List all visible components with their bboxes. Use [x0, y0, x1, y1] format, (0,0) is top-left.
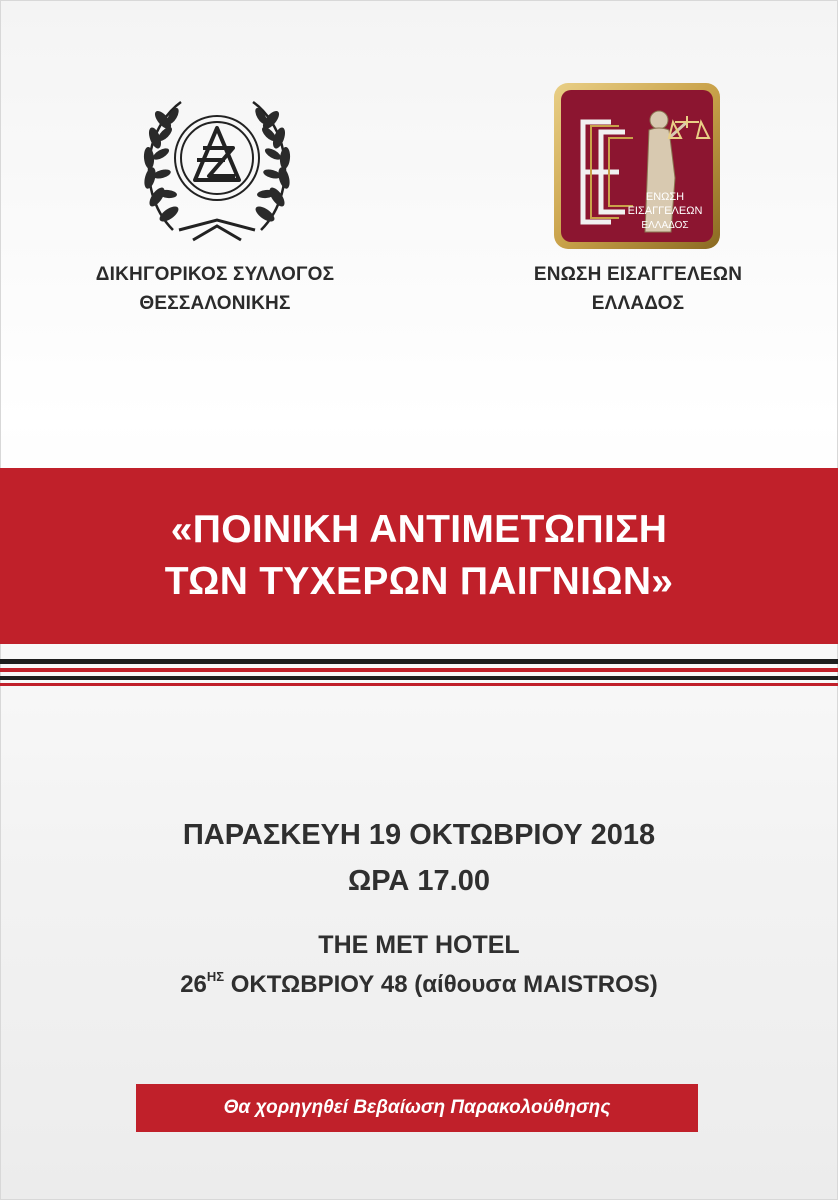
- laurel-wreath-emblem-icon: [133, 80, 301, 252]
- logo-text-line2: ΕΙΣΑΓΓΕΛΕΩΝ: [627, 205, 703, 217]
- logo-text-line3: ΕΛΛΑΔΟΣ: [641, 220, 689, 231]
- organizer-right-line1: ΕΝΩΣΗ ΕΙΣΑΓΓΕΛΕΩΝ: [533, 264, 743, 285]
- organizer-right-line2: ΕΛΛΑΔΟΣ: [591, 293, 685, 314]
- certificate-banner: [136, 1084, 698, 1132]
- venue-name: THE MET HOTEL: [318, 931, 520, 959]
- venue-address-suffix: ΗΣ: [206, 969, 225, 984]
- divider-stripe-red: [0, 668, 838, 672]
- organizer-right-name: [500, 260, 776, 318]
- certificate-text: Θα χορηγηθεί Βεβαίωση Παρακολούθησης: [223, 1097, 611, 1118]
- event-title-line2: ΤΩΝ ΤΥΧΕΡΩΝ ΠΑΙΓΝΙΩΝ»: [164, 560, 674, 603]
- event-time: ΩΡΑ 17.00: [347, 865, 490, 897]
- divider-stripe-black-bottom: [0, 676, 838, 680]
- venue-address: [0, 963, 838, 1001]
- logo-text-line1: ΕΝΩΣΗ: [645, 191, 685, 203]
- justice-statue-emblem-icon: [553, 82, 721, 250]
- event-datetime: [0, 812, 838, 904]
- divider-stripe-red-bottom: [0, 683, 838, 686]
- event-date: ΠΑΡΑΣΚΕΥΗ 19 ΟΚΤΩΒΡΙΟΥ 2018: [182, 819, 656, 851]
- title-band: [0, 468, 838, 644]
- divider-stripe-black-top: [0, 659, 838, 664]
- venue-address-number: 26: [180, 971, 207, 998]
- organizer-left-name: [70, 260, 360, 318]
- event-venue: [0, 928, 838, 1001]
- organizer-left-line1: ΔΙΚΗΓΟΡΙΚΟΣ ΣΥΛΛΟΓΟΣ: [95, 264, 335, 285]
- organizer-left-line2: ΘΕΣΣΑΛΟΝΙΚΗΣ: [139, 293, 291, 314]
- venue-address-rest: ΟΚΤΩΒΡΙΟΥ 48 (αίθουσα MAISTROS): [224, 971, 658, 998]
- event-title-line1: «ΠΟΙΝΙΚΗ ΑΝΤΙΜΕΤΩΠΙΣΗ: [170, 508, 668, 551]
